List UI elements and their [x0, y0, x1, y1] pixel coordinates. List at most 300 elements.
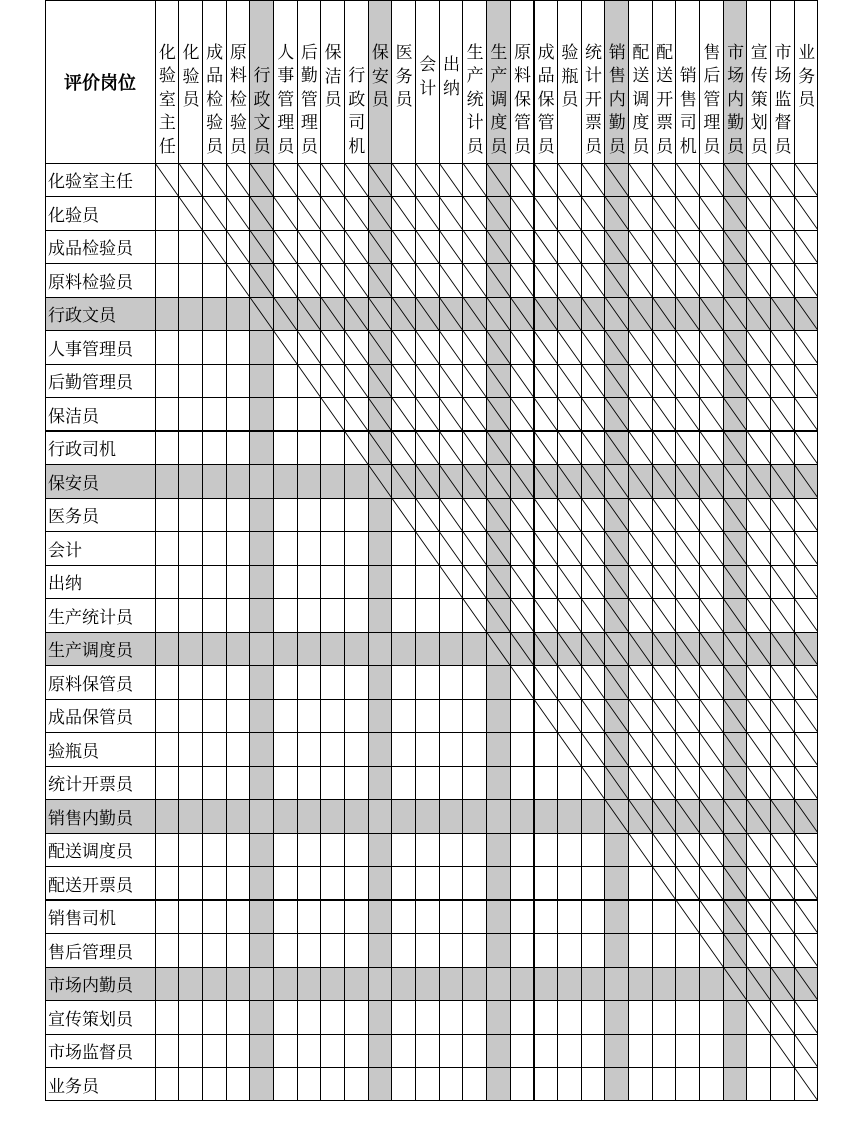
cell-diagonal-slash [723, 766, 747, 800]
cell-diagonal-slash [534, 666, 558, 700]
row-label: 原料保管员 [48, 674, 133, 695]
cell-diagonal-slash [605, 565, 629, 599]
cell-diagonal-slash [297, 230, 321, 264]
cell-diagonal-slash [510, 599, 534, 633]
row-label: 人事管理员 [48, 339, 133, 360]
cell-diagonal-slash [747, 967, 771, 1001]
cell-diagonal-slash [771, 632, 795, 666]
cell-diagonal-slash [534, 498, 558, 532]
cell-diagonal-slash [415, 264, 439, 298]
cell-diagonal-slash [415, 331, 439, 365]
cell-diagonal-slash [605, 498, 629, 532]
cell-diagonal-slash [747, 364, 771, 398]
grid-row-line [45, 0, 818, 1]
cell-diagonal-slash [629, 364, 653, 398]
cell-diagonal-slash [344, 431, 368, 465]
cell-diagonal-slash [771, 867, 795, 901]
cell-diagonal-slash [723, 264, 747, 298]
grid-column-line [178, 0, 179, 1101]
cell-diagonal-slash [344, 197, 368, 231]
row-label: 销售司机 [48, 909, 116, 930]
grid-column-line [770, 0, 771, 1101]
grid-column-line [391, 0, 392, 1101]
cell-diagonal-slash [487, 364, 511, 398]
cell-diagonal-slash [155, 163, 179, 197]
cell-diagonal-slash [605, 398, 629, 432]
cell-diagonal-slash [700, 833, 724, 867]
cell-diagonal-slash [415, 163, 439, 197]
cell-diagonal-slash [321, 197, 345, 231]
cell-diagonal-slash [676, 766, 700, 800]
cell-diagonal-slash [771, 163, 795, 197]
grid-column-line [817, 0, 818, 1101]
cell-diagonal-slash [629, 800, 653, 834]
row-label: 化验员 [48, 205, 99, 226]
cell-diagonal-slash [723, 532, 747, 566]
cell-diagonal-slash [368, 431, 392, 465]
grid-column-line [628, 0, 629, 1101]
row-label: 业务员 [48, 1076, 99, 1097]
cell-diagonal-slash [487, 398, 511, 432]
cell-diagonal-slash [487, 230, 511, 264]
cell-diagonal-slash [581, 364, 605, 398]
cell-diagonal-slash [605, 431, 629, 465]
cell-diagonal-slash [510, 666, 534, 700]
grid-column-line [415, 0, 416, 1101]
column-label: 业务员 [798, 43, 816, 111]
cell-diagonal-slash [297, 163, 321, 197]
cell-diagonal-slash [463, 197, 487, 231]
cell-diagonal-slash [629, 733, 653, 767]
cell-diagonal-slash [652, 632, 676, 666]
cell-diagonal-slash [534, 565, 558, 599]
cell-diagonal-slash [250, 297, 274, 331]
cell-diagonal-slash [605, 800, 629, 834]
cell-diagonal-slash [676, 800, 700, 834]
cell-diagonal-slash [226, 264, 250, 298]
cell-diagonal-slash [700, 465, 724, 499]
column-label: 原料保管员 [514, 42, 531, 157]
cell-diagonal-slash [558, 230, 582, 264]
row-label: 配送调度员 [48, 842, 133, 863]
corner-header-label: 评价岗位 [64, 72, 136, 94]
cell-diagonal-slash [771, 599, 795, 633]
grid-column-line [604, 0, 605, 1101]
cell-diagonal-slash [581, 632, 605, 666]
cell-diagonal-slash [771, 565, 795, 599]
column-label: 生产调度员 [490, 42, 508, 157]
cell-diagonal-slash [392, 264, 416, 298]
row-label: 原料检验员 [48, 272, 133, 293]
cell-diagonal-slash [747, 666, 771, 700]
cell-diagonal-slash [771, 532, 795, 566]
cell-diagonal-slash [463, 431, 487, 465]
row-label: 行政司机 [48, 440, 116, 461]
cell-diagonal-slash [605, 297, 629, 331]
grid-column-line [794, 0, 795, 1101]
cell-diagonal-slash [723, 699, 747, 733]
grid-row-line [45, 598, 818, 599]
cell-diagonal-slash [771, 364, 795, 398]
cell-diagonal-slash [558, 565, 582, 599]
cell-diagonal-slash [676, 364, 700, 398]
cell-diagonal-slash [700, 163, 724, 197]
cell-diagonal-slash [534, 264, 558, 298]
cell-diagonal-slash [558, 364, 582, 398]
column-label: 保安员 [371, 43, 389, 111]
cell-diagonal-slash [723, 398, 747, 432]
grid-column-line [344, 0, 345, 1101]
grid-column-line [581, 0, 582, 1101]
cell-diagonal-slash [558, 733, 582, 767]
cell-diagonal-slash [487, 532, 511, 566]
row-label: 统计开票员 [48, 775, 133, 796]
cell-diagonal-slash [510, 364, 534, 398]
grid-row-line [45, 732, 818, 733]
cell-diagonal-slash [463, 264, 487, 298]
cell-diagonal-slash [700, 498, 724, 532]
cell-diagonal-slash [629, 431, 653, 465]
cell-diagonal-slash [510, 632, 534, 666]
cell-diagonal-slash [676, 833, 700, 867]
cell-diagonal-slash [794, 431, 818, 465]
grid-column-line [226, 0, 227, 1101]
cell-diagonal-slash [676, 230, 700, 264]
cell-diagonal-slash [439, 532, 463, 566]
cell-diagonal-slash [487, 297, 511, 331]
cell-diagonal-slash [794, 197, 818, 231]
cell-diagonal-slash [226, 163, 250, 197]
cell-diagonal-slash [368, 264, 392, 298]
cell-diagonal-slash [771, 398, 795, 432]
cell-diagonal-slash [652, 498, 676, 532]
cell-diagonal-slash [605, 599, 629, 633]
cell-diagonal-slash [202, 197, 226, 231]
grid-row-line [45, 297, 818, 298]
cell-diagonal-slash [629, 398, 653, 432]
cell-diagonal-slash [676, 599, 700, 633]
cell-diagonal-slash [439, 398, 463, 432]
cell-diagonal-slash [652, 666, 676, 700]
column-label: 销售司机 [679, 66, 697, 157]
cell-diagonal-slash [558, 498, 582, 532]
cell-diagonal-slash [344, 398, 368, 432]
cell-diagonal-slash [321, 364, 345, 398]
column-label: 会计 [419, 55, 437, 99]
row-label: 后勤管理员 [48, 373, 133, 394]
cell-diagonal-slash [652, 431, 676, 465]
cell-diagonal-slash [487, 163, 511, 197]
column-label: 成品保管员 [537, 42, 555, 157]
cell-diagonal-slash [581, 766, 605, 800]
grid-row-line [45, 531, 818, 532]
grid-row-line [45, 565, 818, 566]
cell-diagonal-slash [771, 465, 795, 499]
cell-diagonal-slash [415, 532, 439, 566]
cell-diagonal-slash [794, 565, 818, 599]
cell-diagonal-slash [700, 197, 724, 231]
grid-column-line [297, 0, 298, 1101]
cell-diagonal-slash [723, 666, 747, 700]
cell-diagonal-slash [510, 297, 534, 331]
cell-diagonal-slash [487, 264, 511, 298]
row-label: 售后管理员 [48, 942, 133, 963]
cell-diagonal-slash [652, 766, 676, 800]
cell-diagonal-slash [676, 465, 700, 499]
cell-diagonal-slash [392, 398, 416, 432]
cell-diagonal-slash [558, 465, 582, 499]
grid-row-line [45, 967, 818, 968]
cell-diagonal-slash [273, 163, 297, 197]
column-label: 配送开票员 [656, 42, 674, 157]
cell-diagonal-slash [439, 230, 463, 264]
cell-diagonal-slash [605, 632, 629, 666]
cell-diagonal-slash [700, 532, 724, 566]
cell-diagonal-slash [771, 967, 795, 1001]
cell-diagonal-slash [273, 264, 297, 298]
cell-diagonal-slash [510, 163, 534, 197]
cell-diagonal-slash [652, 163, 676, 197]
grid-row-line [45, 196, 818, 197]
cell-diagonal-slash [581, 666, 605, 700]
cell-diagonal-slash [415, 230, 439, 264]
cell-diagonal-slash [629, 297, 653, 331]
row-label: 出纳 [48, 574, 82, 595]
grid-column-line [675, 0, 676, 1101]
column-label: 统计开票员 [585, 42, 603, 157]
row-label: 行政文员 [48, 306, 116, 327]
cell-diagonal-slash [629, 565, 653, 599]
grid-column-line [652, 0, 653, 1101]
cell-diagonal-slash [700, 331, 724, 365]
cell-diagonal-slash [723, 331, 747, 365]
cell-diagonal-slash [273, 331, 297, 365]
cell-diagonal-slash [558, 197, 582, 231]
cell-diagonal-slash [463, 565, 487, 599]
row-label: 销售内勤员 [48, 808, 133, 829]
cell-diagonal-slash [794, 666, 818, 700]
cell-diagonal-slash [652, 833, 676, 867]
cell-diagonal-slash [629, 699, 653, 733]
column-label: 成品检验员 [206, 42, 224, 157]
cell-diagonal-slash [581, 398, 605, 432]
cell-diagonal-slash [534, 230, 558, 264]
row-label: 化验室主任 [48, 172, 133, 193]
cell-diagonal-slash [747, 1001, 771, 1035]
grid-column-line [533, 0, 535, 1101]
cell-diagonal-slash [534, 431, 558, 465]
column-label: 生产统计员 [466, 42, 484, 157]
cell-diagonal-slash [676, 532, 700, 566]
column-label: 人事管理员 [277, 42, 295, 157]
cell-diagonal-slash [581, 331, 605, 365]
cell-diagonal-slash [297, 264, 321, 298]
cell-diagonal-slash [700, 699, 724, 733]
cell-diagonal-slash [794, 733, 818, 767]
cell-diagonal-slash [747, 800, 771, 834]
cell-diagonal-slash [723, 465, 747, 499]
cell-diagonal-slash [771, 833, 795, 867]
cell-diagonal-slash [723, 800, 747, 834]
cell-diagonal-slash [676, 900, 700, 934]
cell-diagonal-slash [605, 532, 629, 566]
cell-diagonal-slash [723, 934, 747, 968]
cell-diagonal-slash [652, 867, 676, 901]
cell-diagonal-slash [629, 331, 653, 365]
cell-diagonal-slash [581, 599, 605, 633]
cell-diagonal-slash [250, 264, 274, 298]
cell-diagonal-slash [700, 364, 724, 398]
cell-diagonal-slash [273, 230, 297, 264]
row-label: 配送开票员 [48, 875, 133, 896]
cell-diagonal-slash [723, 833, 747, 867]
cell-diagonal-slash [723, 163, 747, 197]
cell-diagonal-slash [321, 264, 345, 298]
column-label: 市场内勤员 [727, 42, 745, 157]
cell-diagonal-slash [392, 431, 416, 465]
row-label: 市场内勤员 [48, 976, 133, 997]
cell-diagonal-slash [723, 867, 747, 901]
cell-diagonal-slash [676, 498, 700, 532]
cell-diagonal-slash [723, 197, 747, 231]
cell-diagonal-slash [747, 431, 771, 465]
cell-diagonal-slash [534, 297, 558, 331]
cell-diagonal-slash [605, 230, 629, 264]
cell-diagonal-slash [534, 599, 558, 633]
cell-diagonal-slash [794, 364, 818, 398]
cell-diagonal-slash [794, 264, 818, 298]
cell-diagonal-slash [392, 230, 416, 264]
cell-diagonal-slash [700, 867, 724, 901]
column-label: 保洁员 [324, 43, 342, 111]
cell-diagonal-slash [747, 833, 771, 867]
cell-diagonal-slash [558, 632, 582, 666]
cell-diagonal-slash [676, 264, 700, 298]
cell-diagonal-slash [747, 532, 771, 566]
column-label: 医务员 [395, 43, 413, 111]
cell-diagonal-slash [652, 733, 676, 767]
cell-diagonal-slash [629, 599, 653, 633]
cell-diagonal-slash [700, 264, 724, 298]
grid-row-line [45, 665, 818, 666]
cell-diagonal-slash [487, 632, 511, 666]
cell-diagonal-slash [510, 532, 534, 566]
cell-diagonal-slash [415, 431, 439, 465]
row-label: 生产调度员 [48, 641, 133, 662]
cell-diagonal-slash [629, 666, 653, 700]
cell-diagonal-slash [794, 398, 818, 432]
cell-diagonal-slash [700, 297, 724, 331]
cell-diagonal-slash [581, 163, 605, 197]
grid-column-line [462, 0, 463, 1101]
grid-row-line [45, 1034, 818, 1035]
cell-diagonal-slash [794, 1001, 818, 1035]
cell-diagonal-slash [771, 197, 795, 231]
cell-diagonal-slash [392, 465, 416, 499]
cell-diagonal-slash [368, 197, 392, 231]
cell-diagonal-slash [510, 465, 534, 499]
cell-diagonal-slash [273, 197, 297, 231]
cell-diagonal-slash [368, 364, 392, 398]
cell-diagonal-slash [629, 498, 653, 532]
cell-diagonal-slash [581, 498, 605, 532]
cell-diagonal-slash [510, 398, 534, 432]
cell-diagonal-slash [534, 163, 558, 197]
cell-diagonal-slash [794, 632, 818, 666]
cell-diagonal-slash [747, 632, 771, 666]
column-label: 出纳 [442, 55, 460, 99]
cell-diagonal-slash [463, 465, 487, 499]
cell-diagonal-slash [794, 934, 818, 968]
grid-row-line [45, 1100, 818, 1101]
grid-column-line [439, 0, 440, 1101]
cell-diagonal-slash [439, 498, 463, 532]
evaluation-matrix [45, 0, 818, 1101]
cell-diagonal-slash [700, 800, 724, 834]
row-label: 宣传策划员 [48, 1009, 133, 1030]
cell-diagonal-slash [581, 532, 605, 566]
cell-diagonal-slash [700, 766, 724, 800]
cell-diagonal-slash [771, 900, 795, 934]
cell-diagonal-slash [700, 632, 724, 666]
cell-diagonal-slash [794, 532, 818, 566]
cell-diagonal-slash [700, 900, 724, 934]
cell-diagonal-slash [723, 364, 747, 398]
cell-diagonal-slash [676, 398, 700, 432]
cell-diagonal-slash [747, 331, 771, 365]
cell-diagonal-slash [297, 197, 321, 231]
cell-diagonal-slash [700, 230, 724, 264]
cell-diagonal-slash [652, 800, 676, 834]
cell-diagonal-slash [415, 465, 439, 499]
cell-diagonal-slash [344, 230, 368, 264]
cell-diagonal-slash [794, 900, 818, 934]
cell-diagonal-slash [415, 398, 439, 432]
cell-diagonal-slash [558, 331, 582, 365]
column-label: 行政文员 [253, 66, 271, 157]
cell-diagonal-slash [723, 599, 747, 633]
cell-diagonal-slash [534, 398, 558, 432]
cell-diagonal-slash [771, 800, 795, 834]
cell-diagonal-slash [747, 264, 771, 298]
cell-diagonal-slash [534, 364, 558, 398]
cell-diagonal-slash [771, 699, 795, 733]
cell-diagonal-slash [629, 264, 653, 298]
cell-diagonal-slash [747, 766, 771, 800]
grid-row-line [45, 833, 818, 834]
cell-diagonal-slash [629, 766, 653, 800]
cell-diagonal-slash [487, 565, 511, 599]
cell-diagonal-slash [179, 197, 203, 231]
cell-diagonal-slash [487, 465, 511, 499]
cell-diagonal-slash [747, 934, 771, 968]
cell-diagonal-slash [463, 498, 487, 532]
cell-diagonal-slash [581, 733, 605, 767]
cell-diagonal-slash [629, 465, 653, 499]
cell-diagonal-slash [605, 733, 629, 767]
cell-diagonal-slash [652, 331, 676, 365]
cell-diagonal-slash [534, 699, 558, 733]
cell-diagonal-slash [771, 1034, 795, 1068]
cell-diagonal-slash [794, 766, 818, 800]
cell-diagonal-slash [439, 465, 463, 499]
cell-diagonal-slash [487, 599, 511, 633]
grid-column-line [510, 0, 511, 1101]
cell-diagonal-slash [652, 699, 676, 733]
cell-diagonal-slash [794, 230, 818, 264]
cell-diagonal-slash [463, 599, 487, 633]
cell-diagonal-slash [605, 465, 629, 499]
